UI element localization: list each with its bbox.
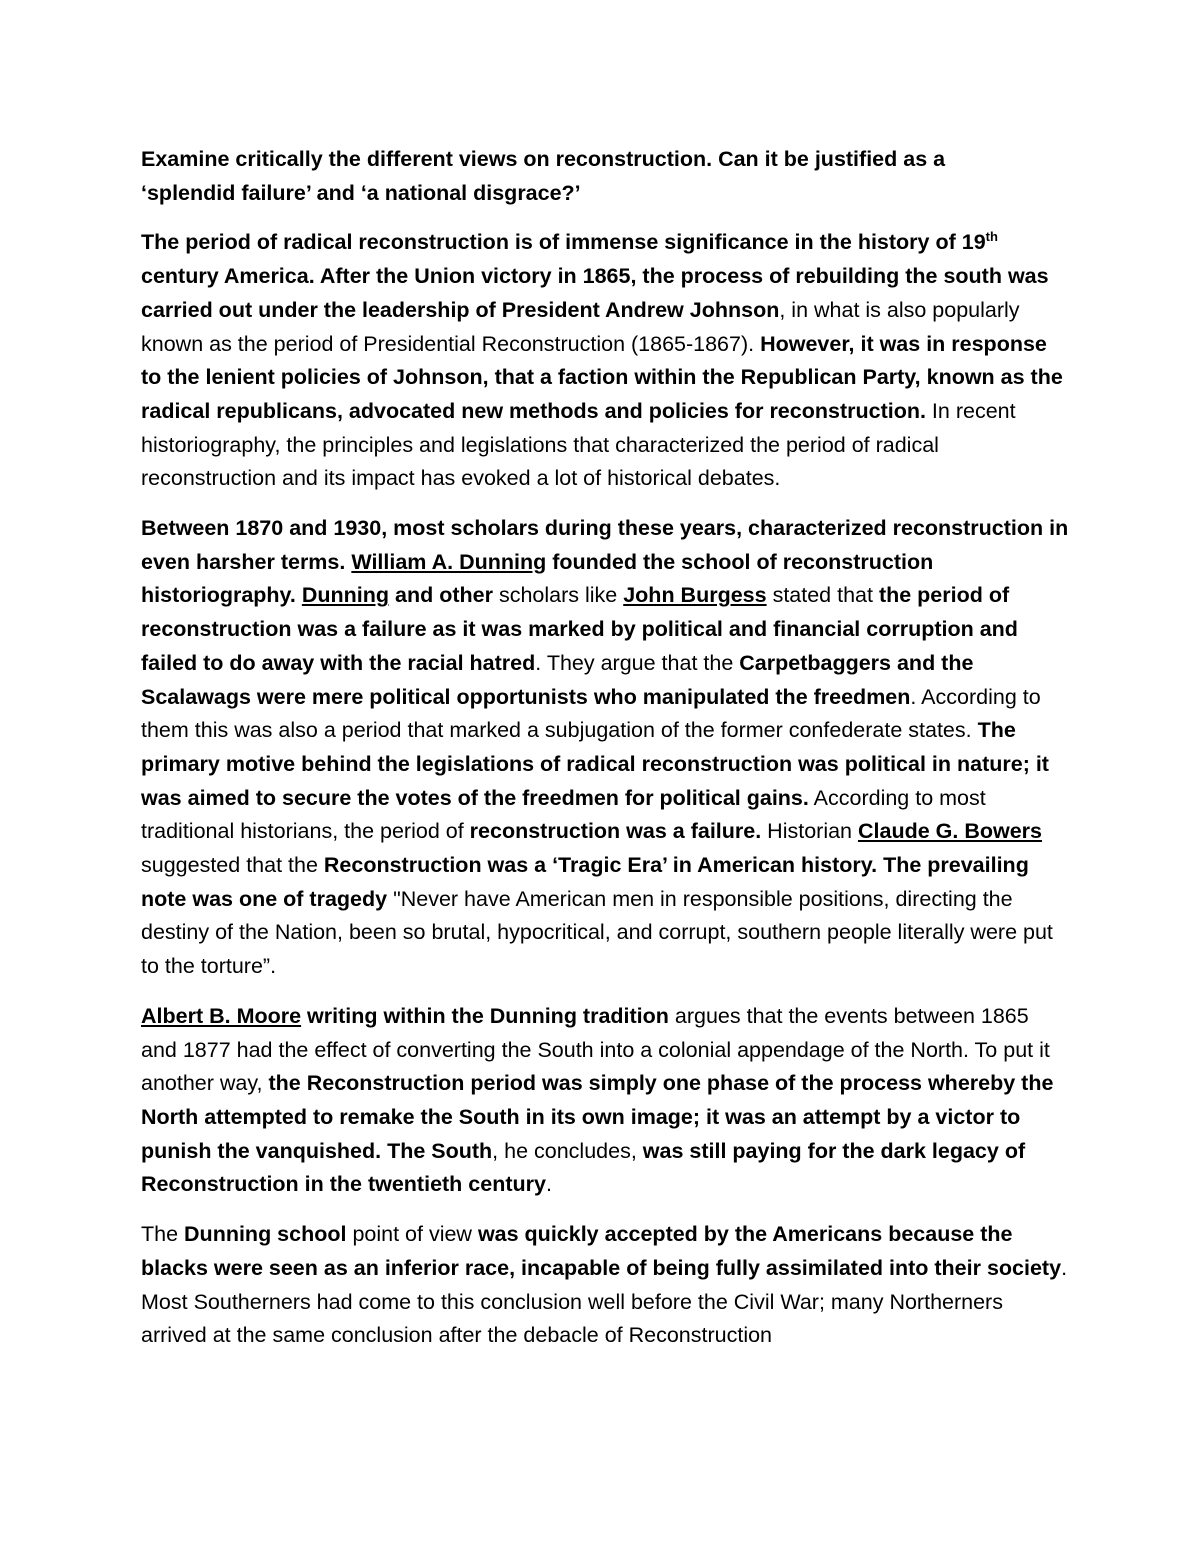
p3-text: writing within the Dunning tradition	[301, 1003, 669, 1028]
p2-text: . According to them this was also a period that marked a subjugation of the former confederate states.	[141, 684, 1041, 743]
p2-quote: "Never have American men in responsible positions, directing the destiny of the Nation, been so brutal, hypocritical, and corrupt, southern people literally were put to the torture”.	[141, 886, 1053, 979]
p2-text: and other	[389, 583, 493, 608]
p2-text: Carpetbaggers and the Scalawags were mere political opportunists who manipulated the freedmen	[141, 650, 974, 709]
p2-text: Between 1870 and 1930, most scholars during these years, characterized reconstruction in even harsher terms.	[141, 516, 1069, 574]
p1-text: , in what is also popularly known as the period of Presidential Reconstruction (1865-1867).	[141, 297, 1020, 356]
p2-name-bowers: Claude G. Bowers	[858, 819, 1042, 844]
title-line-2: ‘splendid failure’ and ‘a national disgrace?’	[141, 180, 581, 205]
p3-name-moore: Albert B. Moore	[141, 1003, 302, 1028]
paragraph-3	[141, 1000, 1070, 1202]
p1-text: However, it was in response to the lenient policies of Johnson, that a faction within the Republican Party, known as the radical republicans, advocated new methods and policies for reconstruction.	[141, 331, 1063, 423]
p4-text: The	[141, 1222, 185, 1247]
p4-text: was quickly accepted by the Americans because the blacks were seen as an inferior race, incapable of being fully assimilated into their society	[141, 1222, 1062, 1280]
p3-text: , he concludes,	[492, 1138, 643, 1163]
p2-text: . They argue that the	[535, 650, 740, 675]
p3-text: was still paying for the dark legacy of Reconstruction in the twentieth century	[141, 1138, 1026, 1197]
p1-text: In recent historiography, the principles and legislations that characterized the period of radical reconstruction and its impact has evoked a lot of historical debates.	[141, 398, 1016, 491]
p2-text: founded the school of reconstruction historiography.	[141, 549, 934, 608]
title-line-1: Examine critically the different views on reconstruction. Can it be justified as a	[141, 147, 946, 171]
paragraph-4	[141, 1218, 1070, 1353]
p2-name-burgess: John Burgess	[623, 583, 767, 608]
p2-text: the period of reconstruction was a failure as it was marked by political and financial corruption and failed to do away with the racial hatred	[141, 583, 1018, 675]
p2-text: stated that	[766, 583, 879, 608]
p3-text: .	[545, 1172, 552, 1197]
p2-name-dunning: William A. Dunning	[351, 549, 547, 574]
p1-superscript: th	[985, 229, 998, 245]
p2-text: Reconstruction was a ‘Tragic Era’ in American history. The prevailing note was one of tragedy	[141, 853, 1029, 911]
p2-name-dunning-2: Dunning	[301, 583, 390, 608]
p2-text: Historian	[761, 819, 858, 844]
p3-text: the Reconstruction period was simply one phase of the process whereby the North attempted to remake the South in its own image; it was an attempt by a victor to punish the vanquished. The South	[141, 1071, 1054, 1163]
p1-text: The period of radical reconstruction is of immense significance in the history of 19	[141, 230, 986, 255]
p2-text: The primary motive behind the legislations of radical reconstruction was political in nature; it was aimed to secure the votes of the freedmen for political gains.	[141, 718, 1049, 810]
p1-text: century America. After the Union victory in 1865, the process of rebuilding the south was carried out under the leadership of President Andrew Johnson	[141, 264, 1049, 322]
p2-text: According to most traditional historians, the period of	[141, 785, 986, 844]
p2-text: suggested that the	[141, 853, 324, 878]
p4-text: . Most Southerners had come to this conclusion well before the Civil War; many Northerners arrived at the same conclusion after the debacle of Reconstruction	[141, 1255, 1068, 1348]
p3-text: argues that the events between 1865 and 1877 had the effect of converting the South into a colonial appendage of the North. To put it another way,	[141, 1003, 1050, 1096]
p4-text: point of view	[346, 1222, 478, 1247]
p2-text: scholars like	[492, 583, 624, 608]
p4-text: Dunning school	[184, 1222, 347, 1247]
paragraph-1	[141, 226, 1070, 496]
paragraph-2	[141, 512, 1070, 984]
p2-text: reconstruction was a failure.	[469, 819, 762, 844]
document-title	[141, 143, 1070, 210]
